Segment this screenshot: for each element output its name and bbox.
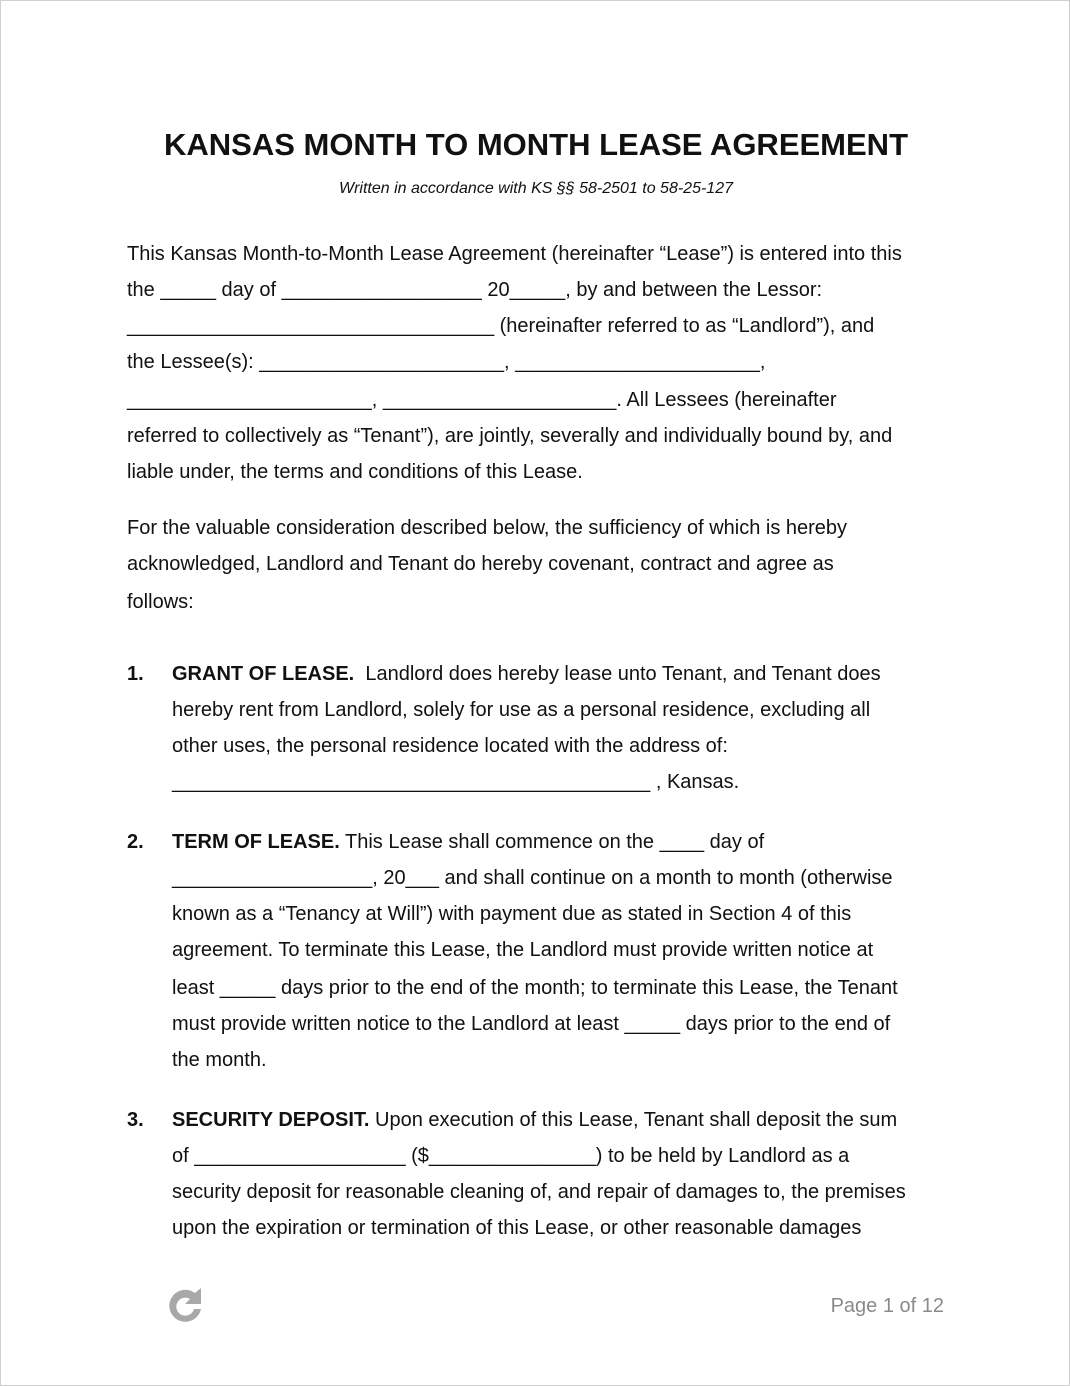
consideration-line: For the valuable consideration described below, the sufficiency of which is hereby [127,517,848,539]
section-line: other uses, the personal residence located with the address of: [172,735,728,757]
arrow-logo-icon [165,1285,207,1327]
section-line: the month. [172,1049,267,1071]
section-text: Upon execution of this Lease, Tenant shall deposit the sum [369,1109,898,1131]
intro-line: This Kansas Month-to-Month Lease Agreement (hereinafter “Lease”) is entered into this [127,243,902,265]
section-line: upon the expiration or termination of this Lease, or other reasonable damages [172,1217,862,1239]
document-subtitle: Written in accordance with KS §§ 58-2501 to 58-25-127 [338,180,733,197]
section-line: hereby rent from Landlord, solely for use as a personal residence, excluding all [172,699,871,721]
consideration-line: acknowledged, Landlord and Tenant do hereby covenant, contract and agree as [127,553,834,575]
section-heading: SECURITY DEPOSIT. [172,1109,370,1131]
section-number: 3. [127,1109,144,1131]
section-text: This Lease shall commence on the ____ day of [339,831,765,853]
intro-line: the Lessee(s): ______________________, ______________________, [127,351,766,373]
intro-line: liable under, the terms and conditions of this Lease. [127,461,583,483]
section-line: must provide written notice to the Landlord at least _____ days prior to the end of [172,1013,891,1035]
intro-line: _________________________________ (hereinafter referred to as “Landlord”), and [127,315,875,337]
section-heading: TERM OF LEASE. [172,831,340,853]
consideration-line: follows: [127,591,194,613]
section-line: known as a “Tenancy at Will”) with payment due as stated in Section 4 of this [172,903,852,925]
section-first-line [172,830,764,854]
intro-line: referred to collectively as “Tenant”), are jointly, severally and individually bound by, and [127,425,893,447]
intro-line: the _____ day of __________________ 20_____, by and between the Lessor: [127,279,823,301]
section-line: __________________, 20___ and shall continue on a month to month (otherwise [172,867,893,889]
page-number: Page 1 of 12 [830,1295,944,1317]
section-number: 2. [127,831,144,853]
section-heading: GRANT OF LEASE. [172,663,355,685]
section-line: of ___________________ ($_______________) to be held by Landlord as a [172,1145,850,1167]
document-title: KANSAS MONTH TO MONTH LEASE AGREEMENT [163,127,908,162]
section-text: Landlord does hereby lease unto Tenant, and Tenant does [354,663,881,685]
section-line: ___________________________________________ , Kansas. [172,771,740,793]
section-line: security deposit for reasonable cleaning of, and repair of damages to, the premises [172,1181,906,1203]
section-number: 1. [127,663,144,685]
section-line: least _____ days prior to the end of the month; to terminate this Lease, the Tenant [172,977,898,999]
section-first-line [172,662,881,686]
section-line: agreement. To terminate this Lease, the Landlord must provide written notice at [172,939,874,961]
intro-line: ______________________, _____________________. All Lessees (hereinafter [127,389,837,411]
section-first-line [172,1108,897,1132]
